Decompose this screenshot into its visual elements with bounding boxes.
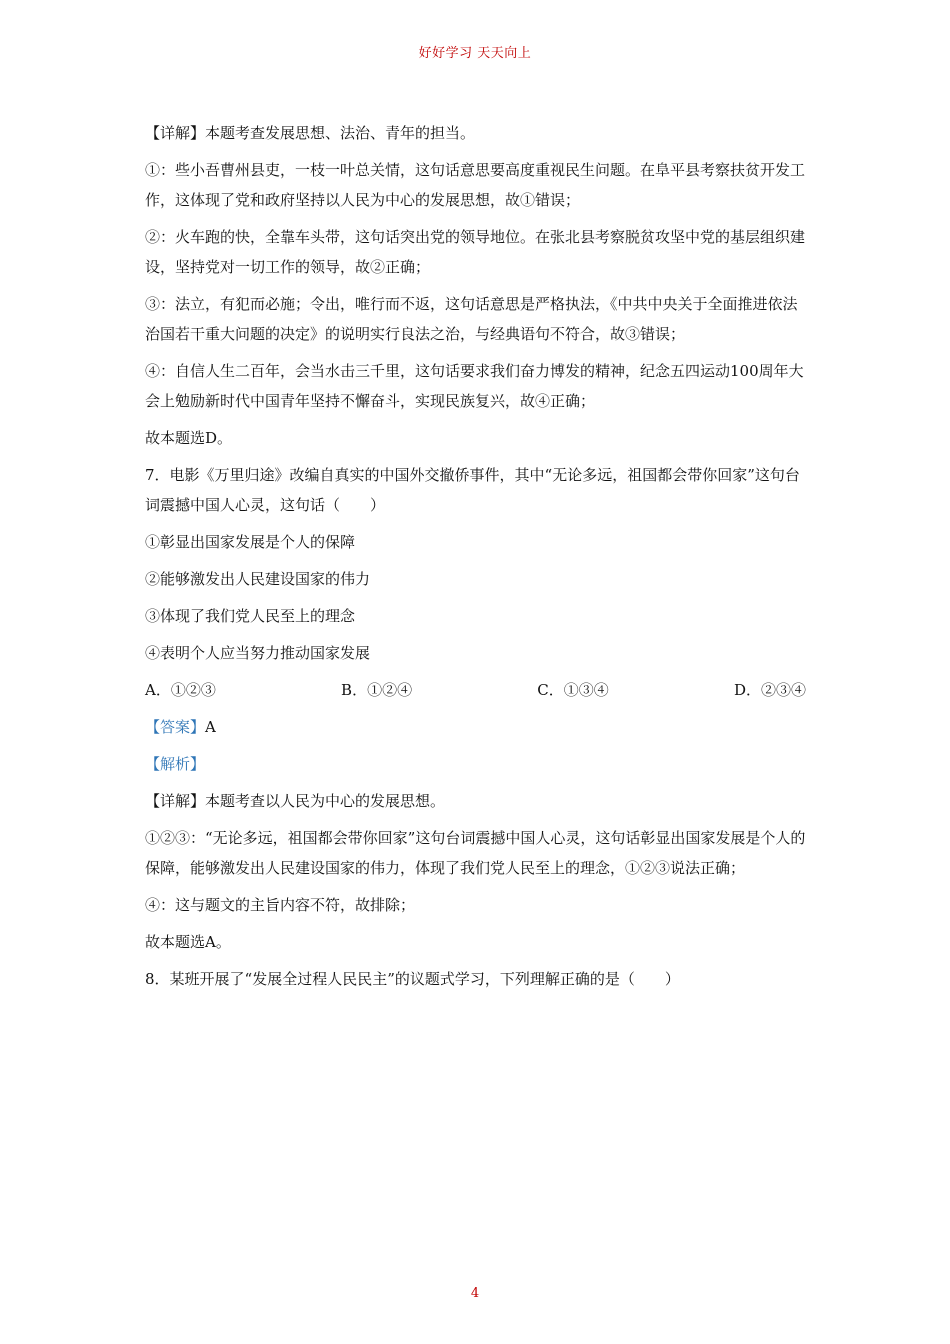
question-8-stem: 8．某班开展了“发展全过程人民民主”的议题式学习，下列理解正确的是（ ） <box>145 970 680 988</box>
document-body <box>145 118 810 1001</box>
page-number: 4 <box>470 1286 480 1301</box>
statement-4: ④表明个人应当努力推动国家发展 <box>145 644 371 662</box>
conclusion: 故本题选A。 <box>145 933 231 951</box>
answer-options <box>145 675 810 705</box>
page-header: 好好学习 天天向上 <box>418 46 532 61</box>
statement-3: ③体现了我们党人民至上的理念 <box>145 607 356 625</box>
option-b: B．①②④ <box>341 681 413 699</box>
detail-title: 【详解】本题考查发展思想、法治、青年的担当。 <box>145 124 476 142</box>
option-a: A．①②③ <box>145 681 216 699</box>
statement-2: ②能够激发出人民建设国家的伟力 <box>145 570 371 588</box>
statement-1: ①彰显出国家发展是个人的保障 <box>145 533 356 551</box>
paragraph: ①：些小吾曹州县吏，一枝一叶总关情，这句话意思要高度重视民生问题。在阜平县考察扶贫开发工作，这体现了党和政府坚持以人民为中心的发展思想，故①错误； <box>145 161 806 209</box>
paragraph: ③：法立，有犯而必施；令出，唯行而不返，这句话意思是严格执法，《中共中央关于全面推进依法治国若干重大问题的决定》的说明实行良法之治，与经典语句不符合，故③错误； <box>145 295 798 343</box>
answer-value: A <box>205 718 216 736</box>
analysis-label: 【解析】 <box>145 755 206 773</box>
conclusion: 故本题选D。 <box>145 429 233 447</box>
option-c: C．①③④ <box>537 681 609 699</box>
paragraph: ④：自信人生二百年，会当水击三千里，这句话要求我们奋力博发的精神，纪念五四运动100周年大会上勉励新时代中国青年坚持不懈奋斗，实现民族复兴，故④正确； <box>145 362 804 410</box>
paragraph: ①②③：“无论多远，祖国都会带你回家”这句台词震撼中国人心灵，这句话彰显出国家发展是个人的保障，能够激发出人民建设国家的伟力，体现了我们党人民至上的理念，①②③说法正确； <box>145 829 806 877</box>
paragraph: ②：火车跑的快，全靠车头带，这句话突出党的领导地位。在张北县考察脱贫攻坚中党的基层组织建设，坚持党对一切工作的领导，故②正确； <box>145 228 806 276</box>
answer-label: 【答案】 <box>145 718 206 736</box>
paragraph: ④：这与题文的主旨内容不符，故排除； <box>145 896 416 914</box>
answer-line <box>145 712 810 742</box>
option-d: D．②③④ <box>733 681 806 699</box>
detail-title: 【详解】本题考查以人民为中心的发展思想。 <box>145 792 446 810</box>
question-7-stem: 7．电影《万里归途》改编自真实的中国外交撤侨事件，其中“无论多远，祖国都会带你回家”这句台词震撼中国人心灵，这句话（ ） <box>145 466 800 514</box>
